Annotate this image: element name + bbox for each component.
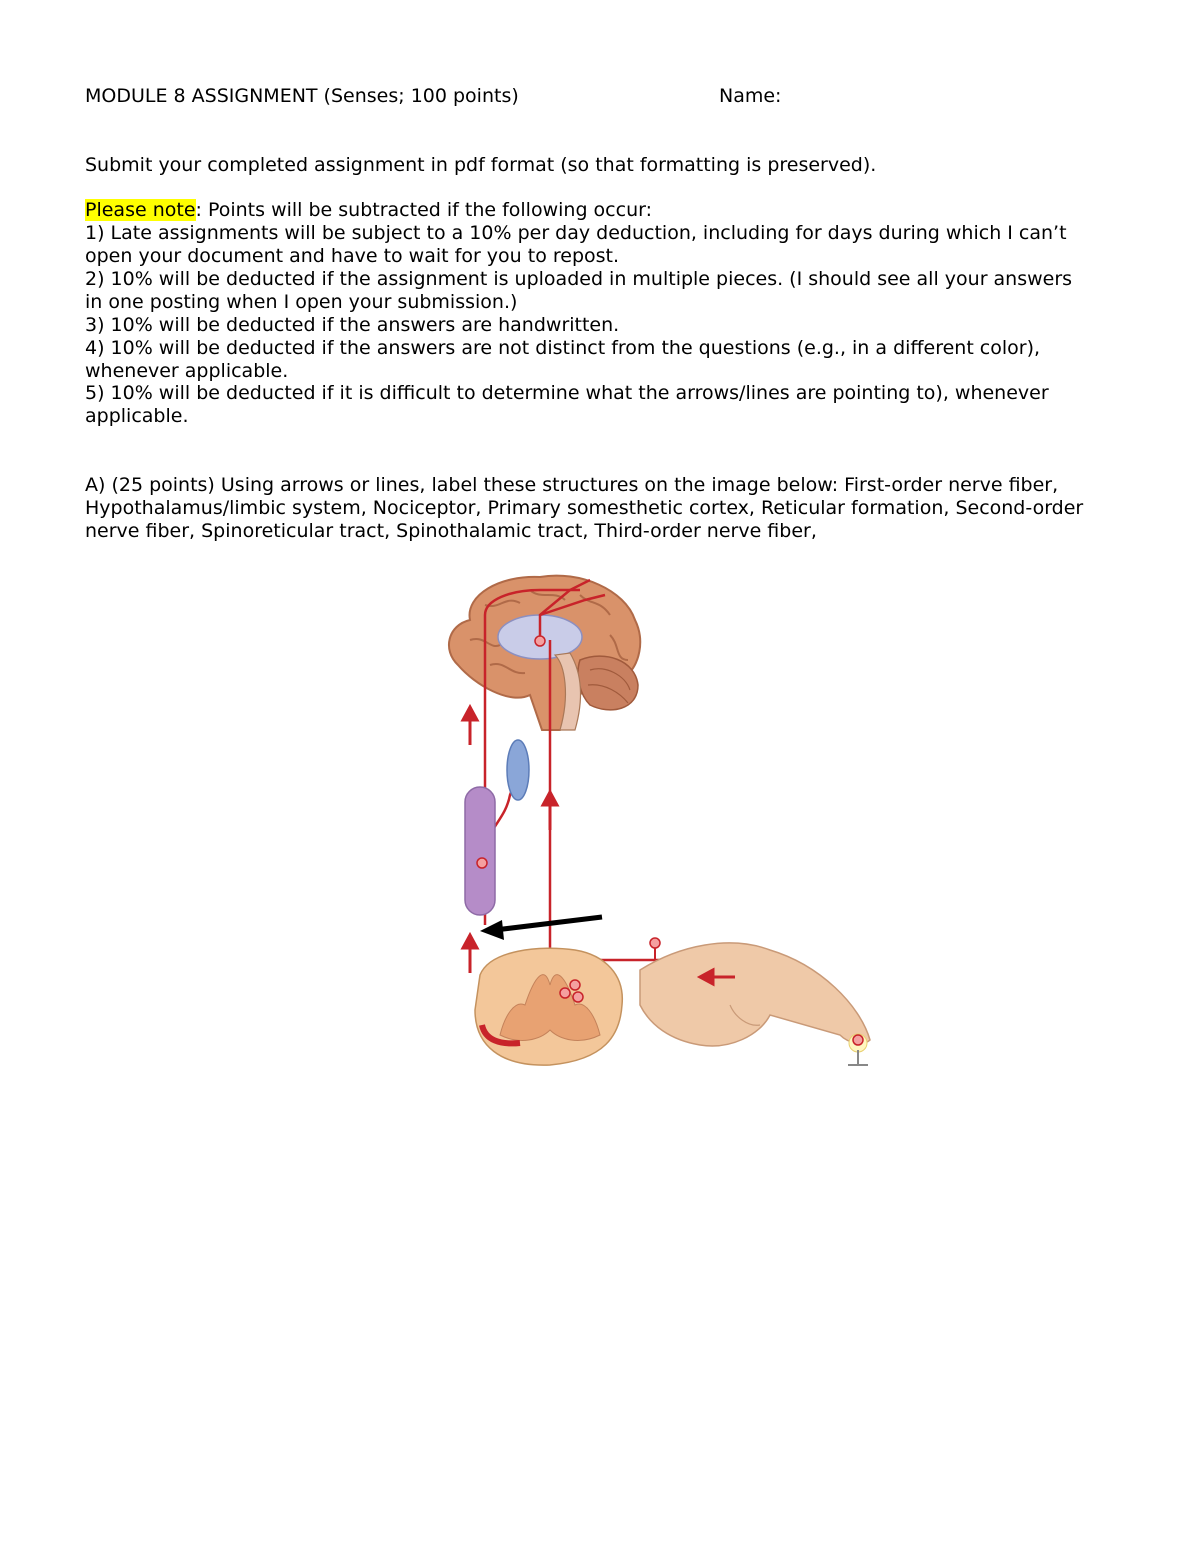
rule-line: 3) 10% will be deducted if the answers are handwritten.: [85, 314, 620, 336]
direction-arrows: [463, 707, 735, 984]
rule-line: 4) 10% will be deducted if the answers are not distinct from the questions (e.g., in a different color),: [85, 337, 1041, 359]
label-arrow: [480, 917, 602, 940]
hand-illustration: [640, 943, 870, 1065]
please-note-highlight: Please note: [85, 199, 196, 221]
rule-line: 5) 10% will be deducted if it is difficult to determine what the arrows/lines are pointing to), whenever: [85, 382, 1049, 404]
submit-instruction: Submit your completed assignment in pdf format (so that formatting is preserved).: [85, 154, 877, 176]
spinal-cord-cross-section: [475, 948, 622, 1065]
rule-line: 1) Late assignments will be subject to a 10% per day deduction, including for days during which I can’t: [85, 222, 1067, 244]
rule-line: whenever applicable.: [85, 360, 289, 382]
assignment-title: MODULE 8 ASSIGNMENT (Senses; 100 points): [85, 85, 519, 107]
name-label: Name:: [719, 85, 782, 107]
note-line: [85, 199, 652, 222]
reticular-formation-shape: [465, 787, 495, 915]
rule-line: open your document and have to wait for you to repost.: [85, 245, 620, 267]
rule-line: applicable.: [85, 405, 189, 427]
rule-line: in one posting when I open your submission.): [85, 291, 518, 313]
question-a-line: A) (25 points) Using arrows or lines, label these structures on the image below: First-order nerve fiber,: [85, 474, 1059, 496]
question-a-line: nerve fiber, Spinoreticular tract, Spinothalamic tract, Third-order nerve fiber,: [85, 520, 817, 542]
hypothalamus-shape: [507, 740, 529, 800]
note-text: : Points will be subtracted if the following occur:: [195, 199, 652, 221]
question-a-line: Hypothalamus/limbic system, Nociceptor, Primary somesthetic cortex, Reticular formation, Second-order: [85, 497, 1084, 519]
brain-illustration: [449, 576, 640, 730]
rule-line: 2) 10% will be deducted if the assignment is uploaded in multiple pieces. (I should see all your answers: [85, 268, 1073, 290]
pain-pathway-diagram: [430, 565, 890, 1080]
